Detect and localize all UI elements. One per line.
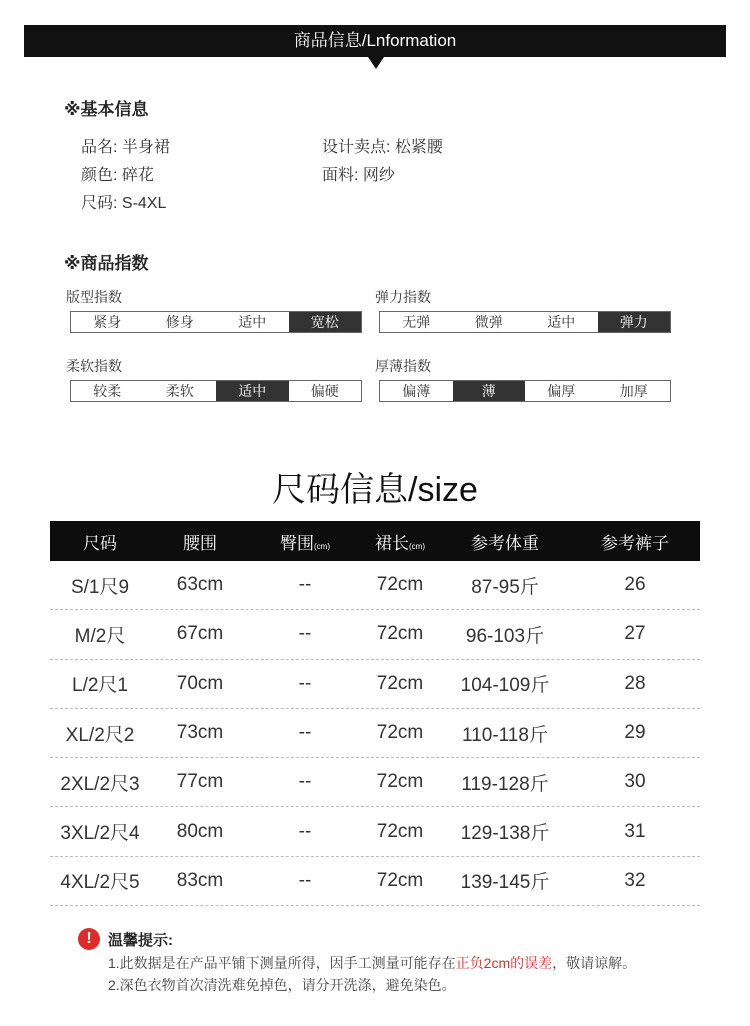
index-option: 较柔 bbox=[93, 383, 122, 399]
index-bar-fit bbox=[70, 311, 362, 333]
product-size: 尺码: S-4XL bbox=[81, 195, 167, 212]
index-option: 柔软 bbox=[165, 383, 194, 399]
cell-length: 72cm bbox=[376, 869, 424, 891]
index-option: 偏硬 bbox=[310, 383, 339, 399]
index-option: 修身 bbox=[165, 314, 194, 330]
index-bar-thickness bbox=[379, 380, 671, 402]
table-row bbox=[50, 857, 700, 906]
index-label-fit: 版型指数 bbox=[66, 289, 122, 305]
index-option: 适中 bbox=[547, 314, 576, 330]
cell-hip: -- bbox=[298, 869, 312, 891]
cell-length: 72cm bbox=[376, 771, 424, 793]
warning-icon: ! bbox=[78, 928, 100, 950]
index-option-selected: 弹力 bbox=[598, 312, 671, 332]
table-row bbox=[50, 709, 700, 758]
size-table-header bbox=[50, 521, 700, 561]
product-feature: 设计卖点: 松紧腰 bbox=[322, 139, 443, 156]
index-option: 偏厚 bbox=[547, 383, 576, 399]
product-color: 颜色: 碎花 bbox=[81, 167, 154, 184]
cell-pants: 29 bbox=[624, 722, 646, 744]
index-bar-softness bbox=[70, 380, 362, 402]
cell-size: S/1尺9 bbox=[70, 576, 130, 598]
index-bar-elasticity bbox=[379, 311, 671, 333]
header-pants: 参考裤子 bbox=[601, 533, 669, 553]
header-hip: 臀围(cm) bbox=[280, 533, 330, 553]
cell-weight: 139-145斤 bbox=[460, 872, 550, 894]
cell-hip: -- bbox=[298, 771, 312, 793]
banner-notch bbox=[368, 57, 384, 69]
index-option: 适中 bbox=[238, 314, 267, 330]
cell-size: 2XL/2尺3 bbox=[60, 773, 140, 795]
size-table-body bbox=[50, 561, 700, 906]
index-option-selected: 适中 bbox=[216, 381, 289, 401]
cell-length: 72cm bbox=[376, 722, 424, 744]
header-length: 裙长(cm) bbox=[375, 533, 425, 553]
cell-waist: 73cm bbox=[176, 722, 224, 744]
header-size: 尺码 bbox=[83, 533, 117, 553]
index-option: 无弹 bbox=[402, 314, 431, 330]
cell-hip: -- bbox=[298, 722, 312, 744]
cell-waist: 83cm bbox=[176, 869, 224, 891]
cell-waist: 63cm bbox=[176, 574, 224, 596]
cell-hip: -- bbox=[298, 672, 312, 694]
cell-hip: -- bbox=[298, 820, 312, 842]
cell-weight: 96-103斤 bbox=[465, 625, 545, 647]
cell-hip: -- bbox=[298, 623, 312, 645]
cell-hip: -- bbox=[298, 574, 312, 596]
cell-size: 3XL/2尺4 bbox=[60, 823, 140, 845]
table-row bbox=[50, 758, 700, 807]
header-waist: 腰围 bbox=[183, 533, 217, 553]
product-fabric: 面料: 网纱 bbox=[322, 167, 395, 184]
cell-pants: 26 bbox=[624, 574, 646, 596]
cell-length: 72cm bbox=[376, 574, 424, 596]
cell-weight: 129-138斤 bbox=[460, 823, 550, 845]
tip-line-1: 1.此数据是在产品平铺下测量所得，因手工测量可能存在正负2cm的误差，敬请谅解。 bbox=[108, 955, 637, 971]
cell-weight: 119-128斤 bbox=[461, 773, 549, 795]
cell-size: M/2尺 bbox=[74, 625, 126, 647]
cell-waist: 80cm bbox=[176, 820, 224, 842]
index-option: 紧身 bbox=[93, 314, 122, 330]
cell-weight: 110-118斤 bbox=[462, 724, 548, 746]
basic-info-title: ※基本信息 bbox=[64, 100, 149, 119]
tips-title: 温馨提示: bbox=[108, 932, 173, 949]
cell-pants: 31 bbox=[624, 820, 646, 842]
banner-title: 商品信息/Lnformation bbox=[293, 31, 457, 50]
table-row bbox=[50, 561, 700, 610]
cell-size: 4XL/2尺5 bbox=[60, 872, 140, 894]
table-row bbox=[50, 660, 700, 709]
cell-weight: 104-109斤 bbox=[460, 675, 550, 697]
cell-waist: 77cm bbox=[176, 771, 224, 793]
cell-pants: 32 bbox=[624, 869, 646, 891]
cell-length: 72cm bbox=[376, 623, 424, 645]
index-option-selected: 薄 bbox=[453, 381, 526, 401]
index-option-selected: 宽松 bbox=[289, 312, 362, 332]
index-option: 加厚 bbox=[619, 383, 648, 399]
tip-highlight: 正负2cm的误差 bbox=[455, 955, 553, 971]
index-label-softness: 柔软指数 bbox=[66, 358, 122, 374]
cell-pants: 27 bbox=[624, 623, 646, 645]
cell-size: XL/2尺2 bbox=[65, 724, 135, 746]
index-option: 偏薄 bbox=[402, 383, 431, 399]
cell-length: 72cm bbox=[376, 820, 424, 842]
product-index-title: ※商品指数 bbox=[64, 254, 149, 273]
table-row bbox=[50, 610, 700, 659]
cell-length: 72cm bbox=[376, 672, 424, 694]
cell-weight: 87-95斤 bbox=[471, 576, 539, 598]
cell-size: L/2尺1 bbox=[72, 675, 128, 697]
tip-line-2: 2.深色衣物首次清洗难免掉色，请分开洗涤，避免染色。 bbox=[108, 977, 456, 993]
section-banner bbox=[24, 25, 726, 57]
size-section-title: 尺码信息/size bbox=[272, 471, 478, 509]
cell-pants: 28 bbox=[624, 672, 646, 694]
index-option: 微弹 bbox=[474, 314, 503, 330]
index-label-elasticity: 弹力指数 bbox=[375, 289, 431, 305]
table-row bbox=[50, 807, 700, 856]
product-name: 品名: 半身裙 bbox=[81, 139, 170, 156]
cell-waist: 70cm bbox=[176, 672, 224, 694]
cell-pants: 30 bbox=[624, 771, 646, 793]
index-label-thickness: 厚薄指数 bbox=[375, 358, 431, 374]
header-weight: 参考体重 bbox=[471, 533, 539, 553]
cell-waist: 67cm bbox=[176, 623, 224, 645]
